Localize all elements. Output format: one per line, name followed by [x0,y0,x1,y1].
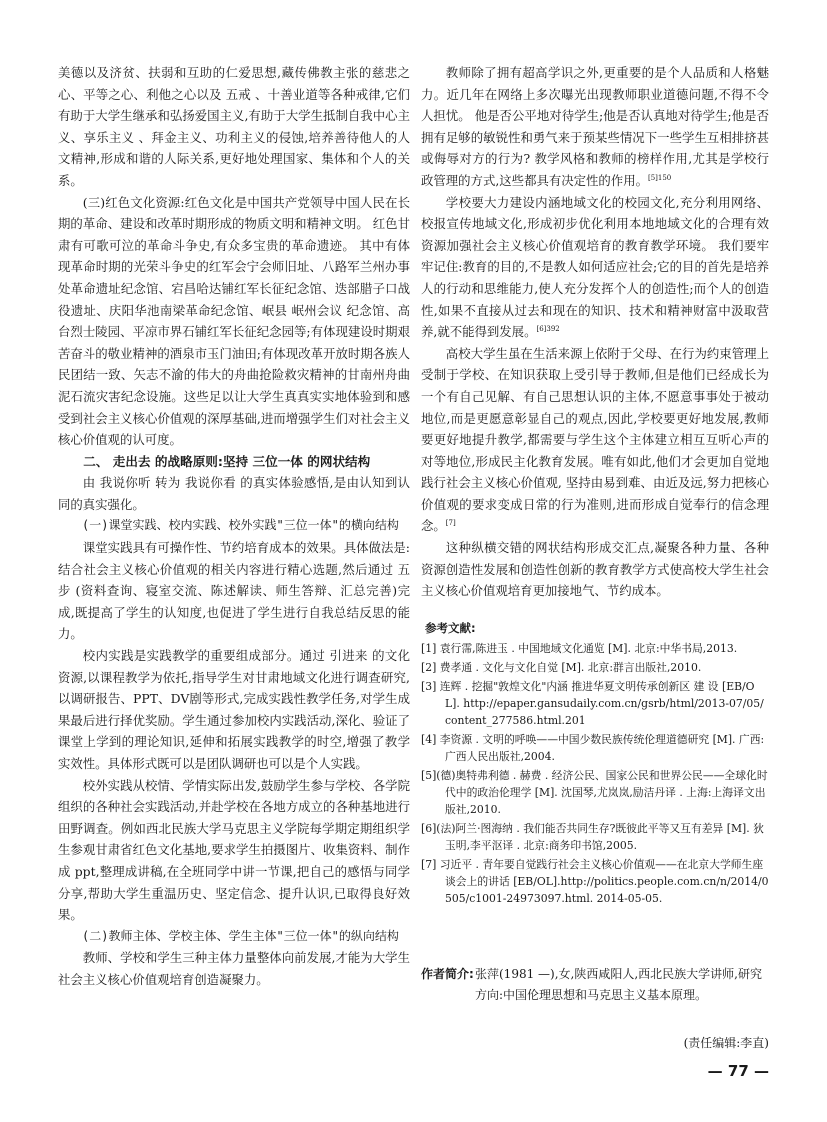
page-number: — 77 — [707,1062,769,1080]
left-column [58,62,410,991]
subsection-heading: (一)课堂实践、校内实践、校外实践"三位一体"的横向结构 [82,518,399,533]
author-bio [421,964,769,1006]
reference-item: [5](德)奥特弗利德 . 赫费 . 经济公民、国家公民和世界公民——全球化时代中的政治伦理学 [M]. 沈国琴,尤岚岚,励洁丹译 . 上海:上海译文出版社,2010. [421,768,768,816]
body-paragraph: 教师、学校和学生三种主体力量整体向前发展,才能为大学生社会主义核心价值观培育创造凝聚力。 [58,950,410,987]
paragraph-text: 学校要大力建设内涵地域文化的校园文化,充分利用网络、校报宣传地域文化,形成初步优化利用本地地域文化的合理有效资源加强社会主义核心价值观培育的教育教学环境。 我们要牢牢记住:教育的目的,不是教人如何适应社会;它的目的首先是培养人的行动和思维能力,使人充分发挥个人的创造性;而个人的创造性,如果不直接从过去和现在的知识、技术和精神财富中汲取营养,就不能得到发展。 [421,194,769,340]
editor-note: (责任编辑:李直) [683,1036,769,1050]
reference-item: [1] 袁行霈,陈进玉 . 中国地域文化通览 [M]. 北京:中华书局,2013. [421,641,738,655]
citation-marker: [5]150 [647,173,672,182]
reference-item: [6](法)阿兰·图海纳 . 我们能否共同生存?既彼此平等又互有差异 [M]. 狄玉明,李平沤译 . 北京:商务印书馆,2005. [421,821,764,852]
reference-item: [2] 费孝通 . 文化与文化自觉 [M]. 北京:群言出版社,2010. [421,660,702,674]
references-list [421,640,769,907]
body-paragraph: 由 我说你听 转为 我说你看 的真实体验感悟,是由认知到认同的真实强化。 [58,475,410,512]
body-paragraph [421,192,769,343]
section-heading: 二、 走出去 的战略原则:坚持 三位一体 的网状结构 [83,453,371,469]
reference-item: [4] 李资源 . 文明的呼唤——中国少数民族传统伦理道德研究 [M]. 广西:广西人民出版社,2004. [421,732,765,763]
body-paragraph: (三)红色文化资源:红色文化是中国共产党领导中国人民在长期的革命、建设和改革时期形成的物质文明和精神文明。 红色甘肃有可歌可泣的革命斗争史,有众多宝贵的革命遗迹。 其中有体现革命时期的光荣斗争史的红军会宁会师旧址、八路军兰州办事处革命遗址纪念馆、宕昌哈达铺红军长征纪念馆、迭部腊子口战役遗址、庆阳华池南梁革命纪念馆、岷县 岷州会议 纪念馆、高台烈士陵园、平凉市界石铺红军长征纪念园等;有体现建设时期艰苦奋斗的敬业精神的酒泉市玉门油田;有体现改革开放时期各族人民团结一致、矢志不渝的伟大的舟曲抢险救灾精神的甘南州舟曲泥石流灾害纪念设施。这些足以让大学生真真实实地体验到和感受到社会主义核心价值观的深厚基础,进而增强学生们对社会主义核心价值观的认可度。 [58,194,410,448]
body-paragraph: 校内实践是实践教学的重要组成部分。通过 引进来 的文化资源,以课程教学为依托,指导学生对甘肃地域文化进行调查研究,以调研报告、PPT、DV剧等形式,完成实践性教学任务,对学生成果最后进行择优奖励。学生通过参加校内实践活动,深化、验证了课堂上学到的理论知识,延伸和拓展实践教学的时空,增强了教学实效性。具体形式既可以是团队调研也可以是个人实践。 [58,648,410,771]
right-column [421,62,769,909]
citation-marker: [6]392 [536,325,560,333]
reference-item: [3] 连辉 . 挖掘"敦煌文化"内涵 推进华夏文明传承创新区 建 设 [EB/OL]. http://epaper.gansudaily.com.cn/gsrb/html/2013-07/05/content_277586.html.201 [421,679,764,727]
body-paragraph: 这种纵横交错的网状结构形成交汇点,凝聚各种力量、各种资源创造性发展和创造性创新的教育教学方式使高校大学生社会主义核心价值观培育更加接地气、节约成本。 [421,540,769,599]
body-paragraph: 校外实践从校情、学情实际出发,鼓励学生参与学校、各学院组织的各种社会实践活动,并赴学校在各地方成立的各种基地进行田野调查。例如西北民族大学马克思主义学院每学期定期组织学生参观甘肃省红色文化基地,要求学生拍摄图片、收集资料、制作成 ppt,整理成讲稿,在全班同学中讲一节课,把自己的感悟与同学分享,帮助大学生重温历史、坚定信念、提升认识,已取得良好效果。 [58,777,410,923]
reference-item: [7] 习近平 . 青年要自觉践行社会主义核心价值观——在北京大学师生座谈会上的讲话 [EB/OL].http://politics.people.com.cn/n/2014/0505/c1001-24973097.html. 2014-05-05. [421,857,769,905]
paragraph-text: 高校大学生虽在生活来源上依附于父母、在行为约束管理上受制于学校、在知识获取上受引导于教师,但是他们已经成长为一个有自己见解、有自己思想认识的主体,不愿意事事处于被动地位,而是更愿意彰显自己的观点,因此,学校要更好地发展,教师要更好地提升教学,都需要与学生这个主体建立相互互听心声的对等地位,形成民主化教育发展。唯有如此,他们才会更加自觉地践行社会主义核心价值观, 坚持由易到难、由近及远,努力把核心价值观的要求变成日常的行为准则,进而形成自觉奉行的信念理念。 [421,345,769,534]
subsection-heading: (二)教师主体、学校主体、学生主体"三位一体"的纵向结构 [82,928,399,943]
citation-marker: [7] [445,519,456,528]
body-paragraph [421,343,769,537]
body-paragraph [421,62,769,192]
body-paragraph: 美德以及济贫、扶弱和互助的仁爱思想,藏传佛教主张的慈悲之心、平等之心、利他之心以及 五戒 、十善业道等各种戒律,它们有助于大学生继承和弘扬爱国主义,有助于大学生抵制自我中心主义、享乐主义 、拜金主义、功利主义的侵蚀,培养善待他人的人文精神,形成和谐的人际关系,更好地处理国家、集体和个人的关系。 [58,65,410,188]
author-bio-text: 张萍(1981 —),女,陕西咸阳人,西北民族大学讲师,研究方向:中国伦理思想和马克思主义基本原理。 [475,967,762,1002]
author-bio-label: 作者简介: [421,967,474,981]
body-paragraph: 课堂实践具有可操作性、节约培育成本的效果。具体做法是:结合社会主义核心价值观的相关内容进行精心选题,然后通过 五步 (资料查询、寝室交流、陈述解读、师生答辩、汇总完善)完成,既提高了学生的认知度,也促进了学生进行自我总结反思的能力。 [58,540,410,642]
references-heading: 参考文献: [425,620,476,635]
paragraph-text: 教师除了拥有超高学识之外,更重要的是个人品质和人格魅力。近几年在网络上多次曝光出现教师职业道德问题,不得不令人担忧。 他是否公平地对待学生;他是否认真地对待学生;他是否拥有足够的敏锐性和勇气来于预某些情况下一些学生互相排挤甚或侮辱对方的行为? 教学风格和教师的榜样作用,尤其是学校行政管理的方式,这些都具有决定性的作用。 [421,65,769,188]
